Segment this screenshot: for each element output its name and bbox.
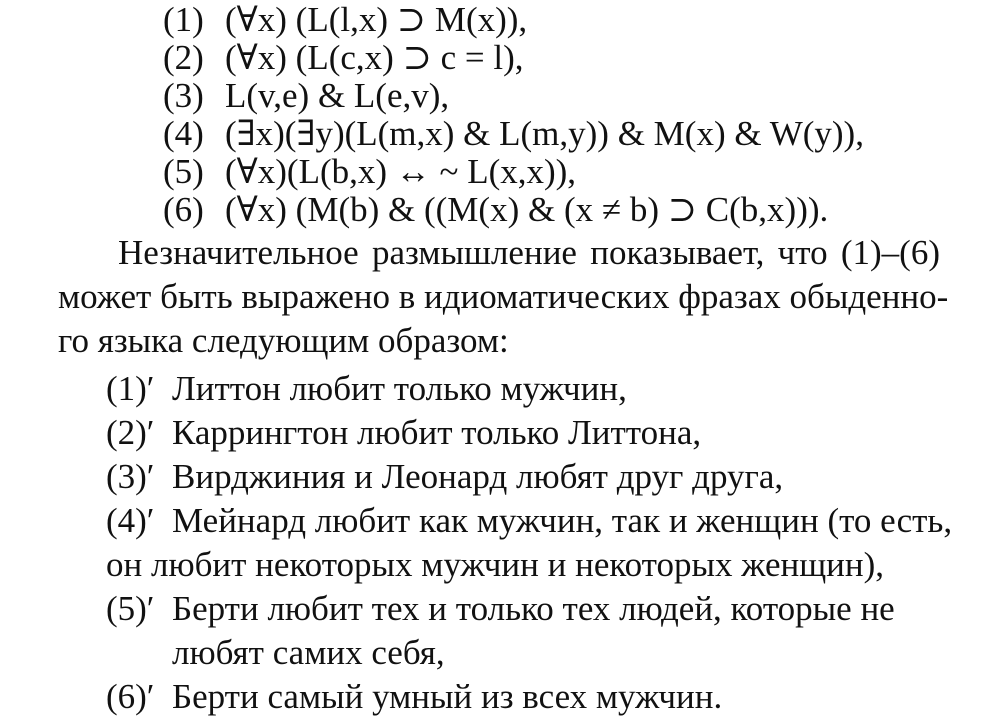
item-number: (5)′ bbox=[106, 589, 155, 628]
formula-expression: L(v,e) & L(e,v), bbox=[225, 76, 450, 115]
formula-number: (2) bbox=[163, 38, 204, 77]
item-text: Берти любит тех и только тех людей, которые не bbox=[172, 589, 895, 628]
formula-number: (6) bbox=[163, 190, 204, 229]
formula-expression: (∀x) (M(b) & ((M(x) & (x ≠ b) ⊃ C(b,x))). bbox=[225, 190, 829, 229]
formula-number: (5) bbox=[163, 152, 204, 191]
item-1 bbox=[106, 371, 627, 406]
paragraph-line-3: го языка следующим образом: bbox=[58, 321, 509, 360]
item-text: Мейнард любит как мужчин, так и женщин (то есть, bbox=[172, 501, 953, 540]
item-number: (4)′ bbox=[106, 501, 155, 540]
formula-number: (1) bbox=[163, 0, 204, 39]
formula-number: (4) bbox=[163, 114, 204, 153]
formula-number: (3) bbox=[163, 76, 204, 115]
formula-5 bbox=[163, 154, 576, 189]
formula-1 bbox=[163, 2, 527, 37]
item-3 bbox=[106, 459, 783, 494]
item-number: (2)′ bbox=[106, 413, 155, 452]
formula-expression: (∃x)(∃y)(L(m,x) & L(m,y)) & M(x) & W(y)), bbox=[225, 114, 864, 153]
item-6-visible bbox=[106, 679, 722, 714]
item-text: Литтон любит только мужчин, bbox=[172, 369, 627, 408]
item-text: Вирджиния и Леонард любят друг друга, bbox=[172, 457, 784, 496]
item-text: Берти самый умный из всех мужчин. bbox=[172, 677, 723, 716]
formula-expression: (∀x) (L(l,x) ⊃ M(x)), bbox=[225, 0, 528, 39]
paragraph-line-1: Незначительное размышление показывает, что (1)–(6) bbox=[118, 233, 940, 272]
item-4 bbox=[106, 501, 953, 540]
item-5-continuation: любят самих себя, bbox=[172, 633, 445, 672]
formula-4 bbox=[163, 116, 864, 151]
formula-expression: (∀x) (L(c,x) ⊃ c = l), bbox=[225, 38, 524, 77]
paragraph-line-2: может быть выражено в идиоматических фразах обыденно- bbox=[58, 277, 949, 316]
item-number: (3)′ bbox=[106, 457, 155, 496]
formula-expression: (∀x)(L(b,x) ↔ ~ L(x,x)), bbox=[225, 152, 577, 191]
item-text: Каррингтон любит только Литтона, bbox=[172, 413, 702, 452]
item-number: (1)′ bbox=[106, 369, 155, 408]
item-number: (6)′ bbox=[106, 677, 155, 716]
formula-2 bbox=[163, 40, 524, 75]
formula-3 bbox=[163, 78, 449, 113]
item-4-continuation: он любит некоторых мужчин и некоторых женщин), bbox=[106, 545, 885, 584]
item-5 bbox=[106, 591, 940, 626]
formula-6 bbox=[163, 192, 828, 227]
item-2 bbox=[106, 415, 701, 450]
